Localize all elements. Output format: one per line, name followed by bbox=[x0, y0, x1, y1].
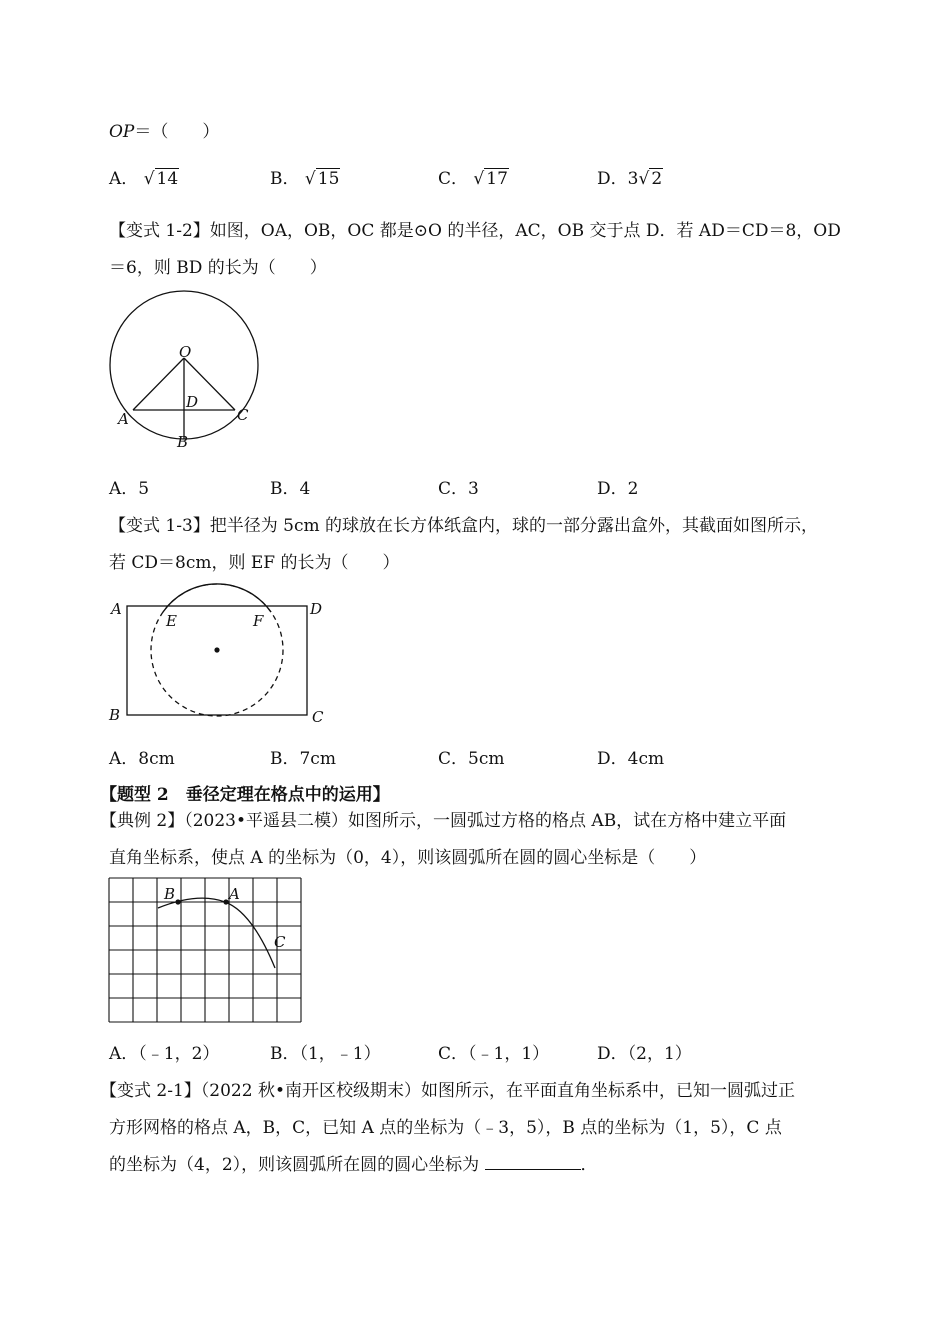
option-b[interactable]: B．4 bbox=[270, 479, 311, 499]
v13-line1: 【变式 1-3】把半径为 5cm 的球放在长方体纸盒内，球的一部分露出盒外，其截面如图所示， bbox=[109, 516, 819, 536]
sqrt-symbol: √ 14 bbox=[143, 169, 179, 189]
radicand: 14 bbox=[156, 169, 179, 189]
v21-line2: 方形网格的格点 A，B，C，已知 A 点的坐标为（﹣3，5），B 点的坐标为（1，5），C 点 bbox=[109, 1118, 782, 1138]
v13-box-ball-figure bbox=[100, 575, 340, 730]
box-rectangle bbox=[127, 606, 307, 715]
label-f: F bbox=[253, 612, 264, 630]
segment-oa bbox=[133, 358, 184, 410]
label-c: C bbox=[237, 406, 249, 424]
ex2-grid-figure bbox=[100, 870, 310, 1030]
option-letter: B． bbox=[270, 169, 300, 189]
center-dot bbox=[214, 647, 219, 652]
v12-options bbox=[0, 474, 950, 504]
coefficient: 3 bbox=[627, 169, 639, 189]
v12-line1: 【变式 1-2】如图，OA，OB，OC 都是⊙O 的半径，AC，OB 交于点 D．若 AD＝CD＝8，OD bbox=[109, 221, 841, 241]
option-d[interactable]: D．（2，1） bbox=[597, 1044, 692, 1064]
ball-arc-exposed bbox=[163, 584, 271, 612]
radicand: 15 bbox=[317, 169, 340, 189]
v13-line2: 若 CD＝8cm，则 EF 的长为（ ） bbox=[109, 553, 400, 573]
label-e: E bbox=[166, 612, 177, 630]
option-b[interactable]: B．（1，﹣1） bbox=[270, 1044, 381, 1064]
v21-line3-text: 的坐标为（4，2），则该圆弧所在圆的圆心坐标为 bbox=[109, 1155, 480, 1175]
ex2-line2: 直角坐标系，使点 A 的坐标为（0，4），则该圆弧所在圆的圆心坐标是（ ） bbox=[109, 848, 707, 868]
label-d: D bbox=[310, 600, 323, 618]
label-c: C bbox=[312, 708, 324, 726]
option-a[interactable]: A．5 bbox=[109, 479, 150, 499]
label-b: B bbox=[164, 885, 176, 903]
radicand: 2 bbox=[651, 169, 663, 189]
sqrt-symbol: √ 15 bbox=[304, 169, 340, 189]
point-b bbox=[175, 899, 180, 904]
label-b: B bbox=[109, 706, 121, 724]
label-a: A bbox=[118, 410, 129, 428]
v21-line3-end: ． bbox=[580, 1155, 598, 1175]
question-stem-tail bbox=[109, 117, 219, 142]
option-a[interactable] bbox=[109, 164, 179, 189]
option-a[interactable]: A．8cm bbox=[109, 749, 175, 769]
option-c[interactable]: C．5cm bbox=[438, 749, 505, 769]
v12-line2: ＝6，则 BD 的长为（ ） bbox=[109, 258, 327, 278]
prev-options bbox=[0, 164, 950, 194]
v13-options bbox=[0, 744, 950, 774]
sqrt-symbol: √ 2 bbox=[638, 169, 663, 189]
label-c: C bbox=[274, 933, 286, 951]
option-c[interactable] bbox=[438, 164, 509, 189]
option-b[interactable] bbox=[270, 164, 340, 189]
stem-variable: OP bbox=[109, 122, 135, 142]
option-c[interactable]: C．3 bbox=[438, 479, 479, 499]
option-d[interactable]: D．2 bbox=[597, 479, 639, 499]
radicand: 17 bbox=[486, 169, 508, 189]
sqrt-symbol: √ 17 bbox=[473, 169, 508, 189]
ex2-line1: 【典例 2】（2023•平遥县二模）如图所示，一圆弧过方格的格点 AB，试在方格中建立平面 bbox=[100, 811, 787, 831]
label-d: D bbox=[186, 393, 199, 411]
option-c[interactable]: C．（﹣1，1） bbox=[438, 1044, 550, 1064]
label-b: B bbox=[177, 433, 189, 451]
option-d[interactable]: D．4cm bbox=[597, 749, 665, 769]
point-a bbox=[223, 899, 228, 904]
grid-lines bbox=[109, 878, 301, 1022]
v21-line3 bbox=[109, 1150, 598, 1175]
v21-line1: 【变式 2-1】（2022 秋•南开区校级期末）如图所示，在平面直角坐标系中，已知一圆弧过正 bbox=[100, 1081, 795, 1101]
label-a: A bbox=[111, 600, 122, 618]
arc bbox=[158, 898, 275, 968]
answer-blank[interactable] bbox=[485, 1153, 581, 1170]
option-letter: A． bbox=[109, 169, 139, 189]
stem-text: ＝（ ） bbox=[134, 122, 220, 142]
ex2-options bbox=[0, 1039, 950, 1069]
label-a: A bbox=[229, 885, 240, 903]
option-b[interactable]: B．7cm bbox=[270, 749, 336, 769]
section-heading: 【题型 2 垂径定理在格点中的运用】 bbox=[100, 785, 390, 805]
option-letter: C． bbox=[438, 169, 469, 189]
option-letter: D． bbox=[597, 169, 628, 189]
label-o: O bbox=[179, 343, 192, 361]
v12-circle-figure bbox=[100, 280, 280, 455]
option-d[interactable] bbox=[597, 164, 663, 189]
option-a[interactable]: A．（﹣1，2） bbox=[109, 1044, 220, 1064]
